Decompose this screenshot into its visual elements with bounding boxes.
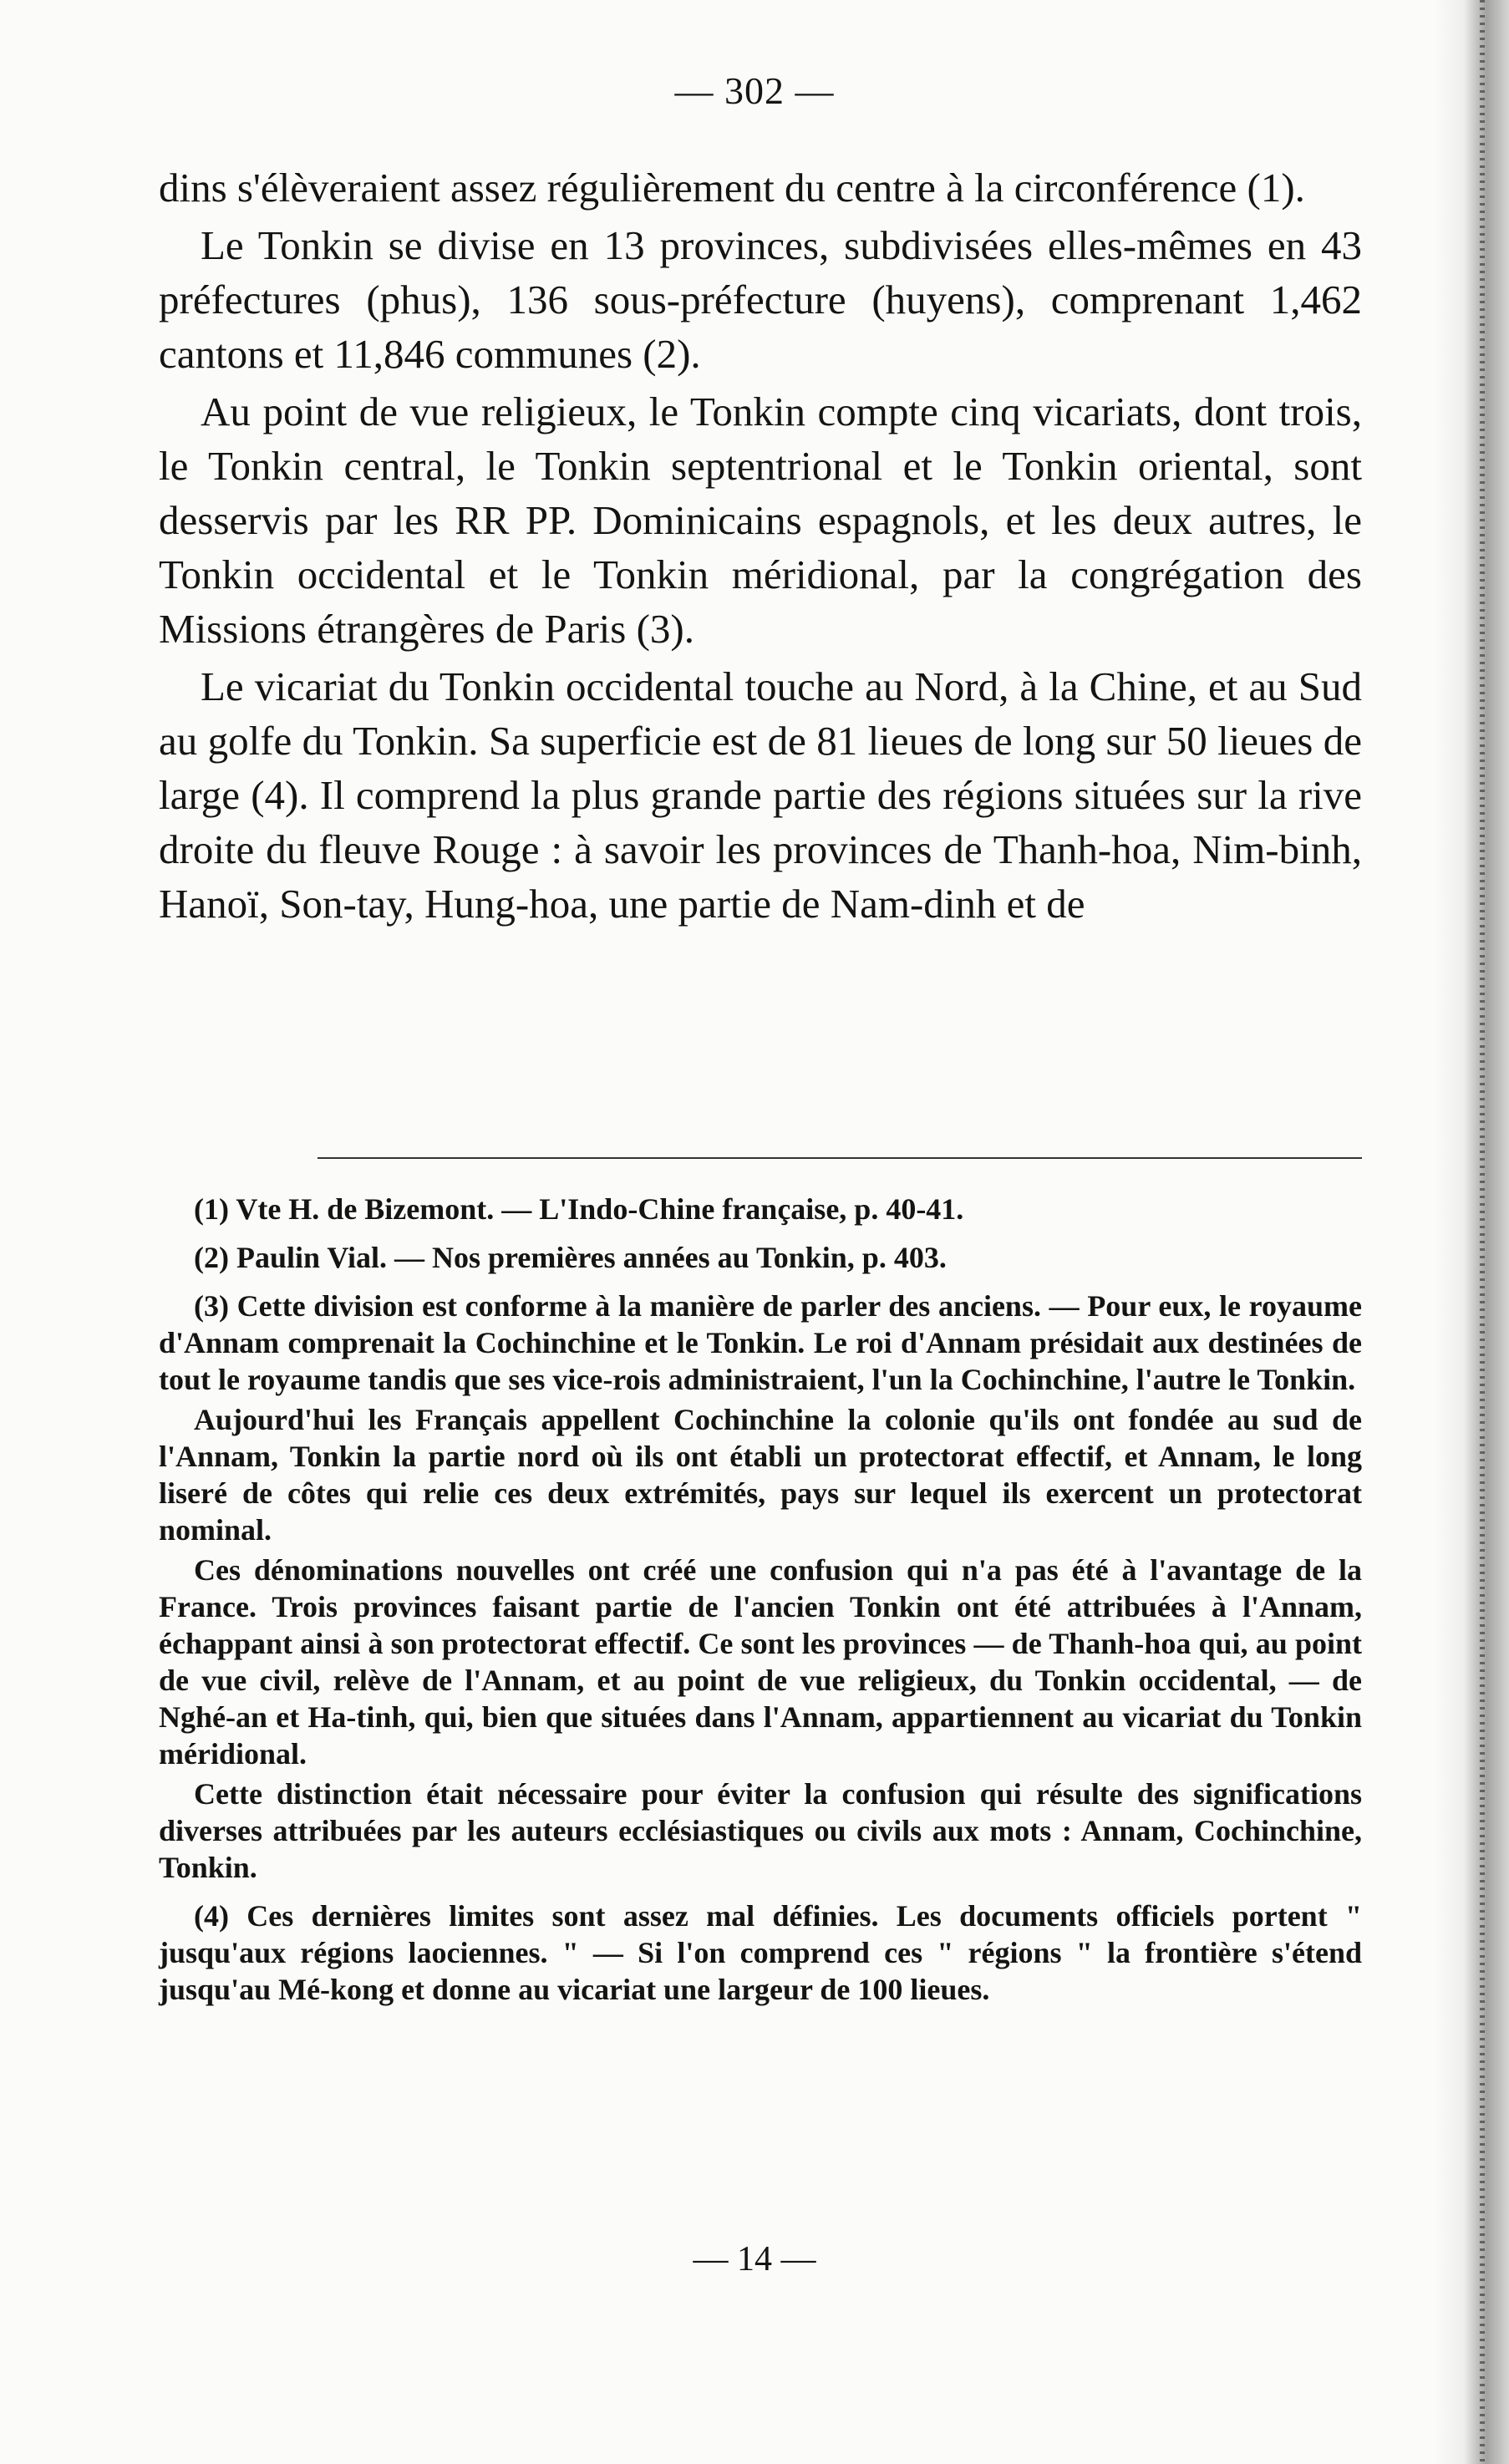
footnote-continuation: Cette distinction était nécessaire pour éviter la confusion qui résulte des significations diverses attribuées par les auteurs ecclésiastiques ou civils aux mots : Annam, Cochinchine, Tonkin. <box>159 1777 1362 1884</box>
main-text <box>159 160 1362 934</box>
page-number: — 302 — <box>674 69 835 112</box>
footnote: (2) Paulin Vial. — Nos premières années au Tonkin, p. 403. <box>194 1241 947 1274</box>
footnotes <box>159 1191 1362 2019</box>
footnote-continuation: Ces dénominations nouvelles ont créé une confusion qui n'a pas été à l'avantage de la France. Trois provinces faisant partie de l'ancien Tonkin ont été attribuées à l'Annam, échappant ainsi à son protectorat effectif. Ce sont les provinces — de Thanh-hoa qui, au point de vue civil, relève de l'Annam, et au point de vue religieux, du Tonkin occidental, — de Nghé-an et Ha-tinh, qui, bien que situées dans l'Annam, appartiennent au vicariat du Tonkin méridional. <box>159 1553 1362 1771</box>
paragraph: dins s'élèveraient assez régulièrement du centre à la circonférence (1). <box>159 165 1305 211</box>
footnote: (3) Cette division est conforme à la manière de parler des anciens. — Pour eux, le royaume d'Annam comprenait la Cochinchine et le Tonkin. Le roi d'Annam présidait aux destinées de tout le royaume tandis que ses vice-rois administraient, l'un la Cochinchine, l'autre le Tonkin. <box>159 1289 1362 1396</box>
binding-edge <box>1434 0 1509 2464</box>
signature-mark: — 14 — <box>693 2240 816 2279</box>
footnote: (4) Ces dernières limites sont assez mal définies. Les documents officiels portent " jusqu'aux régions laociennes. " — Si l'on comprend ces " régions " la frontière s'étend jusqu'au Mé-kong et donne au vicariat une largeur de 100 lieues. <box>159 1899 1362 2006</box>
footnote: (1) Vte H. de Bizemont. — L'Indo-Chine française, p. 40-41. <box>194 1192 964 1226</box>
footnote-divider <box>318 1157 1362 1159</box>
paragraph: Le vicariat du Tonkin occidental touche au Nord, à la Chine, et au Sud au golfe du Tonkin. Sa superficie est de 81 lieues de long sur 50 lieues de large (4). Il comprend la plus grande partie des régions situées sur la rive droite du fleuve Rouge : à savoir les provinces de Thanh-hoa, Nim-binh, Hanoï, Son-tay, Hung-hoa, une partie de Nam-dinh et de <box>159 663 1362 927</box>
footnote-continuation: Aujourd'hui les Français appellent Cochinchine la colonie qu'ils ont fondée au sud de l'Annam, Tonkin la partie nord où ils ont établi un protectorat effectif, et Annam, le long liseré de côtes qui relie ces deux extrémités, pays sur lequel ils exercent un protectorat nominal. <box>159 1403 1362 1547</box>
paragraph: Au point de vue religieux, le Tonkin compte cinq vicariats, dont trois, le Tonkin central, le Tonkin septentrional et le Tonkin oriental, sont desservis par les RR PP. Dominicains espagnols, et les deux autres, le Tonkin occidental et le Tonkin méridional, par la congrégation des Missions étrangères de Paris (3). <box>159 389 1362 652</box>
paragraph: Le Tonkin se divise en 13 provinces, subdivisées elles-mêmes en 43 préfectures (phus), 136 sous-préfecture (huyens), comprenant 1,462 cantons et 11,846 communes (2). <box>159 222 1362 377</box>
